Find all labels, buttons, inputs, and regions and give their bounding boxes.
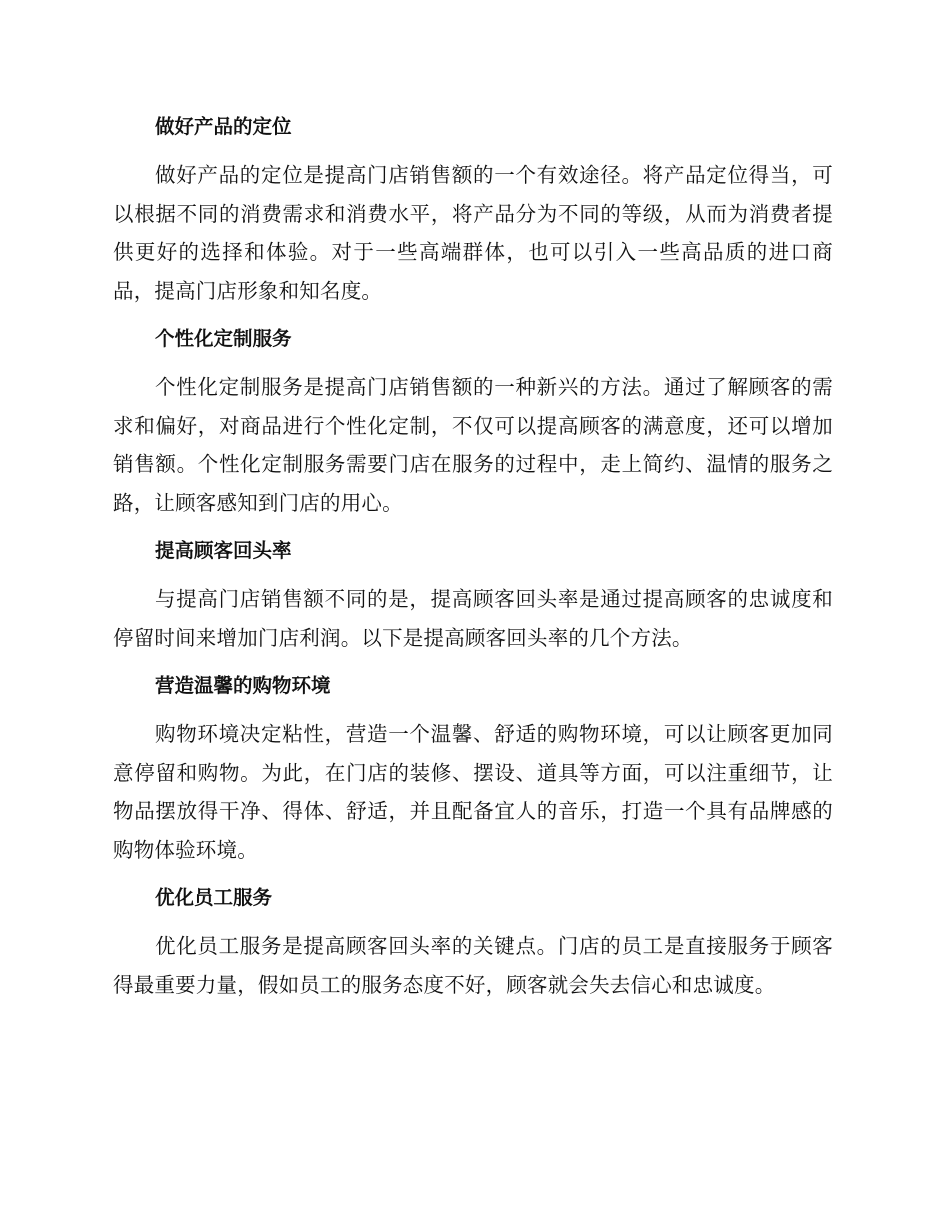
section-heading-staff-service: 优化员工服务 — [155, 886, 273, 909]
section-paragraph-return-rate: 与提高门店销售额不同的是，提高顾客回头率是通过提高顾客的忠诚度和停留时间来增加门店利润。以下是提高顾客回头率的几个方法。 — [113, 587, 833, 650]
section-paragraph-shopping-environment: 购物环境决定粘性，营造一个温馨、舒适的购物环境，可以让顾客更加同意停留和购物。为此，在门店的装修、摆设、道具等方面，可以注重细节，让物品摆放得干净、得体、舒适，并且配备宜人的音乐，打造一个具有品牌感的购物体验环境。 — [113, 722, 833, 862]
section-paragraph-staff-service: 优化员工服务是提高顾客回头率的关键点。门店的员工是直接服务于顾客得最重要力量，假如员工的服务态度不好，顾客就会失去信心和忠诚度。 — [113, 934, 833, 997]
section-heading-custom-service: 个性化定制服务 — [155, 327, 292, 350]
document-page — [113, 108, 833, 1004]
section-heading-return-rate: 提高顾客回头率 — [155, 539, 292, 562]
section-paragraph-custom-service: 个性化定制服务是提高门店销售额的一种新兴的方法。通过了解顾客的需求和偏好，对商品进行个性化定制，不仅可以提高顾客的满意度，还可以增加销售额。个性化定制服务需要门店在服务的过程中，走上简约、温情的服务之路，让顾客感知到门店的用心。 — [113, 375, 833, 515]
section-heading-product-positioning: 做好产品的定位 — [155, 115, 292, 138]
section-paragraph-product-positioning: 做好产品的定位是提高门店销售额的一个有效途径。将产品定位得当，可以根据不同的消费需求和消费水平，将产品分为不同的等级，从而为消费者提供更好的选择和体验。对于一些高端群体，也可以引入一些高品质的进口商品，提高门店形象和知名度。 — [113, 163, 833, 303]
section-heading-shopping-environment: 营造温馨的购物环境 — [155, 674, 331, 697]
